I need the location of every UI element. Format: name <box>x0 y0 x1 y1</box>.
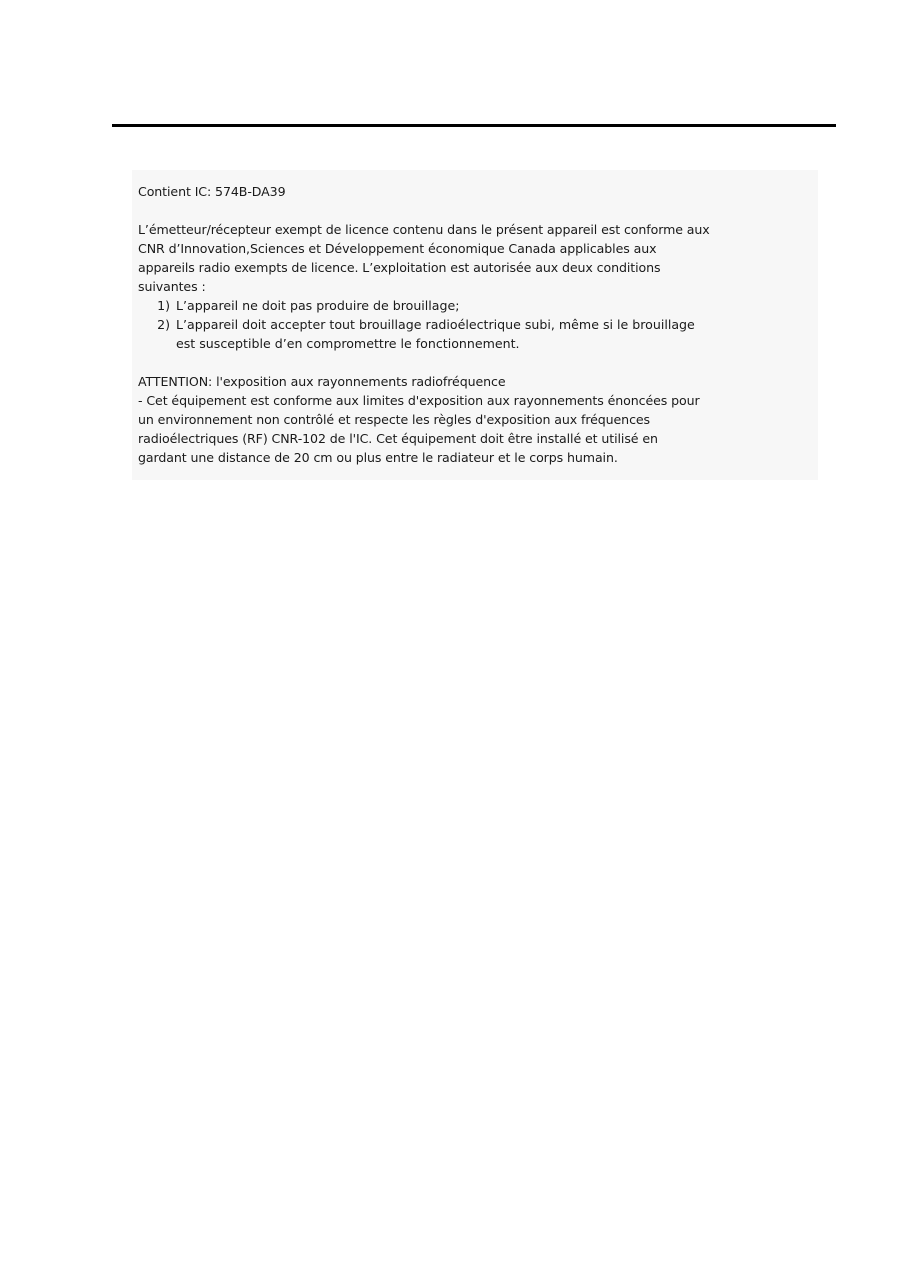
attention-line: un environnement non contrôlé et respecte les règles d'exposition aux fréquences <box>138 412 651 427</box>
condition-text: L’appareil ne doit pas produire de brouillage; <box>176 298 460 313</box>
attention-line: gardant une distance de 20 cm ou plus entre le radiateur et le corps humain. <box>138 450 618 465</box>
ic-number-heading: Contient IC: 574B-DA39 <box>138 184 286 199</box>
attention-line: ATTENTION: l'exposition aux rayonnements radiofréquence <box>138 374 506 389</box>
condition-item-continuation <box>138 334 818 353</box>
paragraph-line: L’émetteur/récepteur exempt de licence contenu dans le présent appareil est conforme aux <box>138 222 710 237</box>
condition-item <box>138 315 818 334</box>
ic-compliance-notice <box>132 170 818 480</box>
section-gap <box>138 353 818 372</box>
condition-text: est susceptible d’en compromettre le fonctionnement. <box>176 336 520 351</box>
condition-number: 2) <box>157 317 170 332</box>
attention-line: - Cet équipement est conforme aux limites d'exposition aux rayonnements énoncées pour <box>138 393 700 408</box>
rf-exposure-attention <box>138 372 818 467</box>
license-exempt-paragraph <box>138 220 818 296</box>
condition-text: L’appareil doit accepter tout brouillage radioélectrique subi, même si le brouillage <box>176 317 695 332</box>
attention-line: radioélectriques (RF) CNR-102 de l'IC. Cet équipement doit être installé et utilisé en <box>138 431 658 446</box>
paragraph-line: appareils radio exempts de licence. L’exploitation est autorisée aux deux conditions <box>138 260 661 275</box>
header-rule <box>112 124 836 127</box>
paragraph-line: suivantes : <box>138 279 206 294</box>
condition-item <box>138 296 818 315</box>
conditions-list <box>138 296 818 353</box>
paragraph-line: CNR d’Innovation,Sciences et Développement économique Canada applicables aux <box>138 241 657 256</box>
condition-number: 1) <box>157 298 170 313</box>
